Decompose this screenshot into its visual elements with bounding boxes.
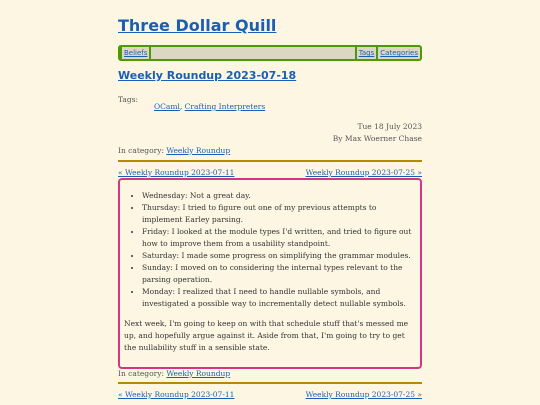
nav-tags-link[interactable]: Tags xyxy=(358,49,375,57)
site-title-link[interactable]: Three Dollar Quill xyxy=(118,16,277,35)
list-item: • Thursday: I tried to figure out one of my previous attempts to implement Earley parsing. xyxy=(142,202,418,226)
prev-post-link[interactable]: « Weekly Roundup 2023-07-11 xyxy=(118,390,235,399)
category-line xyxy=(118,369,230,378)
list-item: • Friday: I looked at the module types I'd written, and tried to figure out how to improve them from a usability standpoint. xyxy=(142,226,418,250)
post-title-link[interactable]: Weekly Roundup 2023-07-18 xyxy=(118,69,297,82)
nav-spacer xyxy=(151,47,354,59)
post-date: Tue 18 July 2023 xyxy=(357,122,422,131)
tag-link-ocaml[interactable]: OCaml xyxy=(154,102,180,111)
tag-link-crafting-interpreters[interactable]: Crafting Interpreters xyxy=(184,102,266,111)
tags-label: Tags: xyxy=(118,95,139,104)
nav-bar xyxy=(118,45,422,61)
list-item: • Monday: I realized that I need to handle nullable symbols, and investigated a possible way to incrementally detect nullable symbols. xyxy=(142,286,418,310)
list-item: • Wednesday: Not a great day. xyxy=(142,190,418,202)
nav-categories-link[interactable]: Categories xyxy=(380,49,418,57)
post-pager-bottom xyxy=(118,390,422,399)
post-paragraph: Next week, I'm going to keep on with that schedule stuff that's messed me up, and hopefully argue against it. Aside from that, I'm going to try to get the nullability stuff in a sensible state. xyxy=(124,319,409,352)
list-item: • Saturday: I made some progress on simplifying the grammar modules. xyxy=(142,250,418,262)
post-content xyxy=(118,178,422,369)
post-pager-top xyxy=(118,168,422,177)
next-post-link[interactable]: Weekly Roundup 2023-07-25 » xyxy=(305,390,422,399)
bullet-list xyxy=(122,190,418,310)
category-line xyxy=(118,146,230,155)
tags-list: OCaml, Crafting Interpreters xyxy=(154,102,266,111)
nav-beliefs-link[interactable]: Beliefs xyxy=(124,49,148,57)
prev-post-link[interactable]: « Weekly Roundup 2023-07-11 xyxy=(118,168,235,177)
category-label: In category: xyxy=(118,369,164,378)
category-label: In category: xyxy=(118,146,164,155)
list-item: • Sunday: I moved on to considering the internal types relevant to the parsing operation. xyxy=(142,262,418,286)
category-link[interactable]: Weekly Roundup xyxy=(166,369,231,378)
divider xyxy=(118,382,422,384)
divider xyxy=(118,160,422,162)
next-post-link[interactable]: Weekly Roundup 2023-07-25 » xyxy=(305,168,422,177)
post-author: By Max Woerner Chase xyxy=(332,134,422,143)
category-link[interactable]: Weekly Roundup xyxy=(166,146,231,155)
